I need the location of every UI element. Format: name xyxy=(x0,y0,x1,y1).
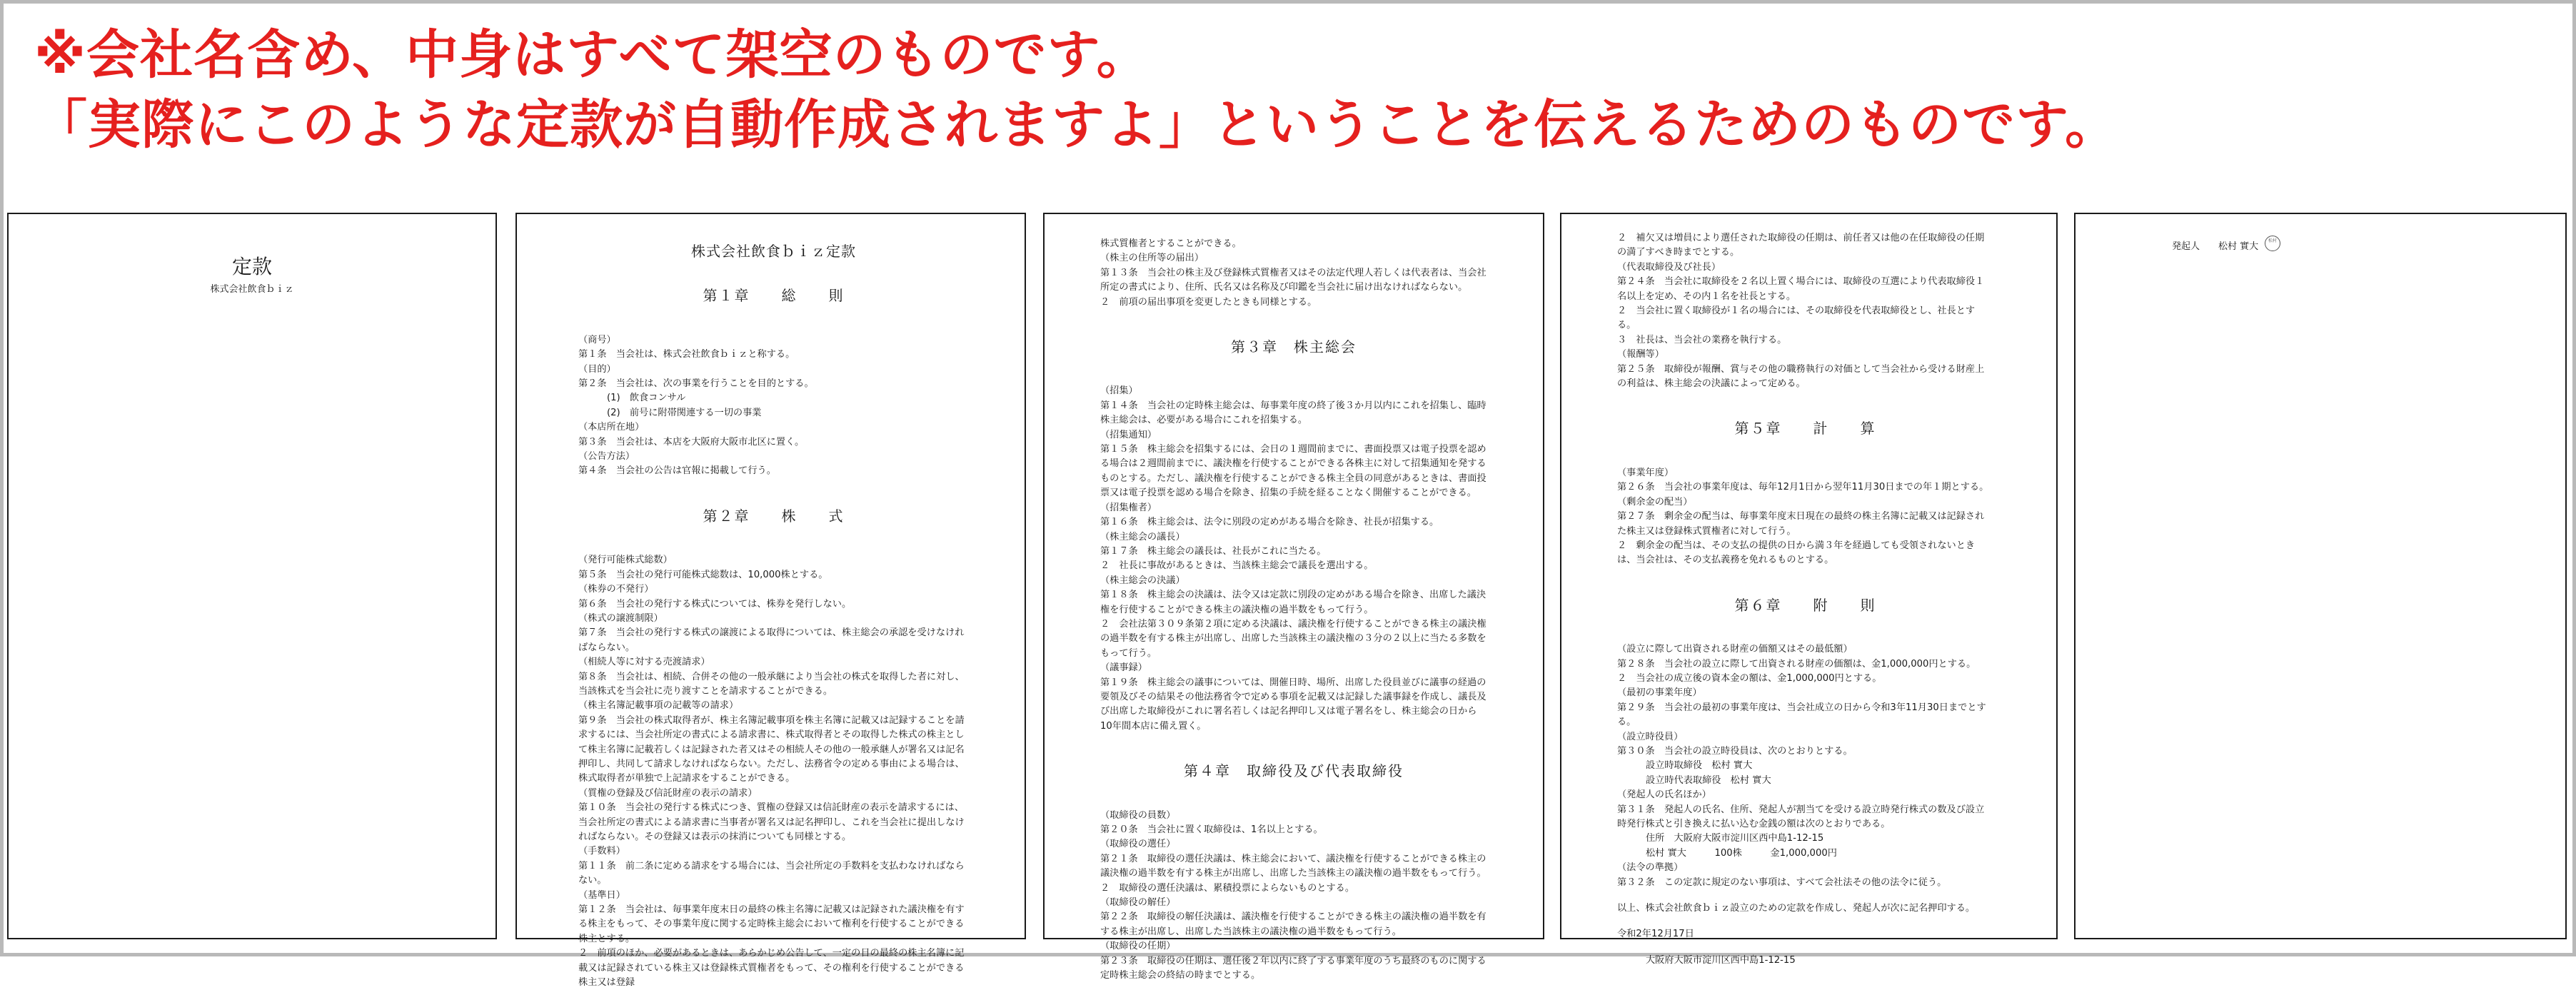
article-caption: （発行可能株式総数） xyxy=(578,555,673,566)
article-text: 第１０条 当会社の発行する株式につき、質権の登録又は信託財産の表示を請求するには、当会社所定の書式による請求書に当事者が署名又は記名押印し、これを当会社に提出しなければならない。その登録又は表示の抹消についても同様とする。 xyxy=(578,802,965,842)
article-caption: （代表取締役及び社長） xyxy=(1617,261,1721,273)
article-text: 第９条 当会社の株式取得者が、株主名簿記載事項を株主名簿に記載又は記録することを請求するには、当会社所定の書式による請求書に、株式取得者とその取得した株式の株主として株主名簿に記載若しくは記録された者又はその相続人その他の一般承継人が署名又は記名押印し、共同して請求しなければならない。ただし、法務省令の定める事由による場合は、株式取得者が単独で上記請求をすることができる。 xyxy=(578,714,965,784)
promoter-name: 松村 實大 xyxy=(2218,241,2259,252)
indented-line: 大阪府大阪市淀川区西中島1-12-15 xyxy=(1646,954,1796,966)
article-text: 第２６条 当会社の事業年度は、毎年12月1日から翌年11月30日までの年１期とする。 xyxy=(1617,482,1989,493)
indented-line: (2) 前号に附帯関連する一切の事業 xyxy=(607,407,762,418)
article-text: 第６条 当会社の発行する株式については、株券を発行しない。 xyxy=(578,598,852,610)
article-text: 第１６条 株主総会は、法令に別段の定めがある場合を除き、社長が招集する。 xyxy=(1100,517,1439,528)
article-text: ２ 会社法第３０９条第２項に定める決議は、議決権を行使することができる株主の議決権の過半数を有する株主が出席し、出席した当該株主の議決権の３分の２以上に当たる多数をもって行う。 xyxy=(1100,618,1486,659)
article-text: 第１９条 株主総会の議事については、開催日時、場所、出席した役員並びに議事の経過の要領及びその結果その他法務省令で定める事項を記載又は記録した議事録を作成し、議長及び出席した取締役がこれに署名若しくは記名押印し又は電子署名をし、株主総会の日から10年間本店に備え置く。 xyxy=(1100,677,1486,732)
article-text: 第５条 当会社の発行可能株式総数は、10,000株とする。 xyxy=(578,569,828,580)
article-caption: （招集） xyxy=(1100,385,1138,397)
article-text: ２ 補欠又は増員により選任された取締役の任期は、前任者又は他の在任取締役の任期の満了すべき時までとする。 xyxy=(1617,233,1985,258)
article-caption: （株主名簿記載事項の記載等の請求） xyxy=(578,700,739,712)
article-caption: （相続人等に対する売渡請求） xyxy=(578,657,710,668)
chapter-heading: 第１章 総 則 xyxy=(703,287,845,305)
chapter-heading: 第３章 株主総会 xyxy=(1231,338,1357,356)
spacer xyxy=(1617,890,1993,901)
article-text: 第１３条 当会社の株主及び登録株式質権者又はその法定代理人若しくは代表者は、当会社所定の書式により、住所、氏名又は名称及び印鑑を当会社に届け出なければならない。 xyxy=(1100,267,1486,293)
article-caption: （発起人の氏名ほか） xyxy=(1617,789,1711,801)
article-text: 第３０条 当会社の設立時役員は、次のとおりとする。 xyxy=(1617,745,1853,757)
article-text: ２ 当会社の成立後の資本金の額は、金1,000,000円とする。 xyxy=(1617,672,1882,684)
chapter-heading: 第６章 附 則 xyxy=(1734,596,1876,614)
article-text: ２ 剰余金の配当は、その支払の提供の日から満３年を経過しても受領されないときは、当会社は、その支払義務を免れるものとする。 xyxy=(1617,540,1976,566)
document-page-4 xyxy=(1560,213,2058,966)
article-text: 第２１条 取締役の選任決議は、株主総会において、議決権を行使することができる株主の議決権の過半数を有する株主が出席し、出席した当該株主の議決権の過半数をもって行う。 xyxy=(1100,853,1486,879)
article-caption: （招集権者） xyxy=(1100,502,1157,513)
article-caption: （取締役の員数） xyxy=(1100,809,1176,821)
indented-line: 設立時代表取締役 松村 實大 xyxy=(1646,774,1771,786)
signature-line xyxy=(2172,238,2277,252)
article-text: 第３２条 この定款に規定のない事項は、すべて会社法その他の法令に従う。 xyxy=(1617,877,1947,888)
articles-title: 株式会社飲食ｂｉｚ定款 xyxy=(691,243,856,260)
document-page-3 xyxy=(1043,213,1544,981)
article-text: 第２２条 取締役の解任決議は、議決権を行使することができる株主の議決権の過半数を有する株主が出席し、出席した当該株主の議決権の過半数をもって行う。 xyxy=(1100,911,1486,937)
article-text: 第２条 当会社は、次の事業を行うことを目的とする。 xyxy=(578,378,814,390)
article-caption: （最初の事業年度） xyxy=(1617,687,1702,699)
article-caption: （株主の住所等の届出） xyxy=(1100,253,1204,264)
article-text: 第１７条 株主総会の議長は、社長がこれに当たる。 xyxy=(1100,545,1327,557)
article-caption: （議事録） xyxy=(1100,662,1147,674)
article-caption: （株主総会の議長） xyxy=(1100,531,1185,542)
article-text: 第２５条 取締役が報酬、賞与その他の職務執行の対価として当会社から受ける財産上の利益は、株主総会の決議によって定める。 xyxy=(1617,363,1985,390)
chapter-heading: 第５章 計 算 xyxy=(1734,420,1876,438)
article-text: 株式質権者とすることができる。 xyxy=(1100,238,1242,249)
article-text: ２ 前項のほか、必要があるときは、あらかじめ公告して、一定の日の最終の株主名簿に記載又は記録されている株主又は登録株式質権者をもって、その権利を行使することができる株主又は登録 xyxy=(578,948,965,989)
article-text: 第１８条 株主総会の決議は、法令又は定款に別段の定めがある場合を除き、出席した議決権を行使することができる株主の議決権の過半数をもって行う。 xyxy=(1100,590,1486,615)
article-caption: （設立時役員） xyxy=(1617,731,1684,742)
article-caption: （目的） xyxy=(578,363,616,375)
spacer xyxy=(1617,916,1993,927)
article-text: ２ 社長に事故があるときは、当該株主総会で議長を選出する。 xyxy=(1100,560,1374,572)
article-caption: （設立に際して出資される財産の価額又はその最低額） xyxy=(1617,644,1853,655)
article-text: 第２４条 当会社に取締役を２名以上置く場合には、取締役の互選により代表取締役１名以上を定め、その内１名を社長とする。 xyxy=(1617,276,1985,302)
article-text: 以上、株式会社飲食ｂｉｚ設立のための定款を作成し、発起人が次に記名押印する。 xyxy=(1617,903,1976,914)
article-text: 令和2年12月17日 xyxy=(1617,929,1694,940)
article-caption: （公告方法） xyxy=(578,451,635,463)
indented-line: 松村 實大 100株 金1,000,000円 xyxy=(1646,847,1837,859)
article-text: 第１４条 当会社の定時株主総会は、毎事業年度の終了後３か月以内にこれを招集し、臨時株主総会は、必要がある場合にこれを招集する。 xyxy=(1100,400,1486,426)
document-page-cover xyxy=(7,213,497,939)
article-caption: （報酬等） xyxy=(1617,349,1664,360)
cover-title: 定款 xyxy=(231,255,272,278)
page-4-body xyxy=(1561,214,2056,968)
article-text: 第２９条 当会社の最初の事業年度は、当会社成立の日から令和3年11月30日までとする。 xyxy=(1617,702,1986,728)
page-2-body xyxy=(517,214,1025,990)
article-text: 第１１条 前二条に定める請求をする場合には、当会社所定の手数料を支払わなければならない。 xyxy=(578,860,965,887)
chapter-heading: 第２章 株 式 xyxy=(703,507,845,525)
article-text: 第３条 当会社は、本店を大阪府大阪市北区に置く。 xyxy=(578,436,805,448)
article-text: 第２８条 当会社の設立に際して出資される財産の価額は、金1,000,000円とする。 xyxy=(1617,658,1976,670)
article-text: 第２７条 剰余金の配当は、毎事業年度末日現在の最終の株主名簿に記載又は記録された株主又は登録株式質権者に対して行う。 xyxy=(1617,511,1985,537)
indented-line: 設立時取締役 松村 實大 xyxy=(1646,760,1753,772)
cover-company-name: 株式会社飲食ｂｉｚ xyxy=(210,284,294,295)
article-text: ２ 取締役の選任決議は、累積投票によらないものとする。 xyxy=(1100,882,1355,894)
article-text: 第１５条 株主総会を招集するには、会日の１週間前までに、書面投票又は電子投票を認める場合は２週間前までに、議決権を行使することができる各株主に対して招集通知を発するものとする。ただし、議決権を行使することができる株主全員の同意があるときは、書面投票又は電子投票を認める場合を除き、招集の手続を経ることなく開催することができる。 xyxy=(1100,444,1486,499)
article-caption: （株券の不発行） xyxy=(578,584,654,595)
article-caption: （株主総会の決議） xyxy=(1100,575,1185,586)
article-text: 第１２条 当会社は、毎事業年度末日の最終の株主名簿に記載又は記録された議決権を有する株主をもって、その事業年度に関する定時株主総会において権利を行使することができる株主とする。 xyxy=(578,904,965,944)
article-text: 第２３条 取締役の任期は、選任後２年以内に終了する事業年度のうち最終のものに関する定時株主総会の終結の時までとする。 xyxy=(1100,955,1486,981)
page-3-body xyxy=(1045,214,1543,983)
spacer xyxy=(1617,942,1993,954)
disclaimer-line-1: ※会社名含め、中身はすべて架空のものです。 xyxy=(34,24,1150,86)
article-caption: （本店所在地） xyxy=(578,422,645,433)
promoter-label: 発起人 xyxy=(2172,241,2200,252)
disclaimer-line-2: 「実際にこのような定款が自動作成されますよ」ということを伝えるためのものです。 xyxy=(34,94,2119,156)
article-text: 第３１条 発起人の氏名、住所、発起人が割当てを受ける設立時発行株式の数及び設立時発行株式と引き換えに払い込む金銭の額は次のとおりである。 xyxy=(1617,804,1985,829)
article-text: 第１条 当会社は、株式会社飲食ｂｉｚと称する。 xyxy=(578,349,795,360)
article-caption: （手数料） xyxy=(578,846,625,857)
chapter-heading: 第４章 取締役及び代表取締役 xyxy=(1184,762,1404,780)
article-caption: （招集通知） xyxy=(1100,429,1157,440)
document-page-signature xyxy=(2074,213,2567,939)
article-caption: （取締役の解任） xyxy=(1100,897,1176,909)
article-text: 第４条 当会社の公告は官報に掲載して行う。 xyxy=(578,465,776,477)
article-text: ２ 前項の届出事項を変更したときも同様とする。 xyxy=(1100,296,1317,308)
article-caption: （取締役の任期） xyxy=(1100,941,1176,952)
article-text: 第８条 当会社は、相続、合併その他の一般承継により当会社の株式を取得した者に対し、当該株式を当会社に売り渡すことを請求することができる。 xyxy=(578,671,965,697)
article-caption: （事業年度） xyxy=(1617,467,1674,478)
seal-stamp-icon: 松村 xyxy=(2265,236,2280,251)
article-caption: （取締役の選任） xyxy=(1100,839,1176,850)
article-text: ２ 当会社に置く取締役が１名の場合には、その取締役を代表取締役とし、社長とする。 xyxy=(1617,305,1976,331)
indented-line: 住所 大阪府大阪市淀川区西中島1-12-15 xyxy=(1646,833,1824,844)
article-text: ３ 社長は、当会社の業務を執行する。 xyxy=(1617,334,1787,345)
article-caption: （株式の譲渡制限） xyxy=(578,612,663,624)
article-caption: （剰余金の配当） xyxy=(1617,496,1693,507)
article-text: 第２０条 当会社に置く取締役は、1名以上とする。 xyxy=(1100,824,1323,835)
article-caption: （基準日） xyxy=(578,889,625,901)
article-caption: （法令の準拠） xyxy=(1617,862,1684,874)
document-page-2 xyxy=(515,213,1026,989)
article-text: 第７条 当会社の発行する株式の譲渡による取得については、株主総会の承認を受けなければならない。 xyxy=(578,627,965,653)
article-caption: （商号） xyxy=(578,334,616,345)
article-caption: （質権の登録及び信託財産の表示の請求） xyxy=(578,787,758,799)
indented-line: (1) 飲食コンサル xyxy=(607,393,686,404)
